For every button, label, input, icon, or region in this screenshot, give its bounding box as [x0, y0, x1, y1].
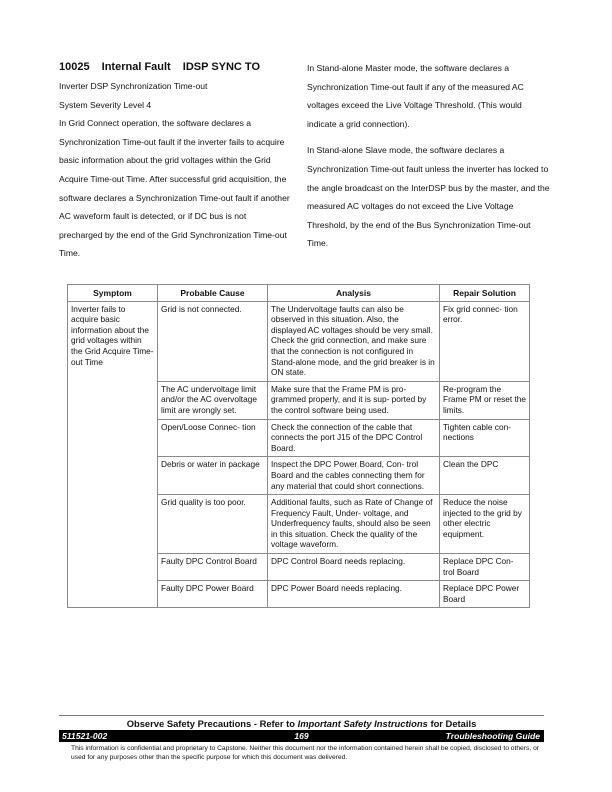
repair-cell: Replace DPC Power Board	[440, 581, 530, 608]
analysis-cell: The Undervoltage faults can also be observed in this situation. Also, the displayed AC voltages should be very small. Check the grid connection, and make sure that the connection is not configured in Stand-alone mode, and the grid breaker is in ON state.	[268, 301, 440, 381]
symptom-cell: Inverter fails to acquire basic information about the grid voltages within the Grid Acquire Time-out Time	[68, 301, 158, 381]
table-row	[68, 581, 530, 608]
table-header-row	[68, 285, 530, 302]
right-column	[307, 59, 552, 253]
troubleshooting-table	[67, 284, 530, 608]
table-row	[68, 554, 530, 581]
repair-cell: Tighten cable con- nections	[440, 419, 530, 457]
cause-cell: The AC undervoltage limit and/or the AC overvoltage limit are wrongly set.	[158, 381, 268, 419]
symptom-cell	[68, 554, 158, 581]
left-column	[59, 59, 291, 263]
cause-cell: Grid is not connected.	[158, 301, 268, 381]
master-mode-paragraph: In Stand-alone Master mode, the software declares a Synchronization Time-out fault if any of the measured AC voltages exceed the Live Voltage Threshold. (This would indicate a grid connection).	[307, 63, 524, 129]
symptom-cell	[68, 381, 158, 419]
confidentiality-notice: This information is confidential and proprietary to Capstone. Neither this document nor the information contained herein shall be copied, disclosed to others, or used for any purposes other than the specific purpose for which this document was delivered.	[71, 745, 540, 761]
document-number: 511521-002	[62, 731, 108, 741]
severity-level: System Severity Level 4	[59, 99, 152, 110]
fault-title: Internal Fault	[101, 61, 171, 73]
cause-cell: Open/Loose Connec- tion	[158, 419, 268, 457]
symptom-cell	[68, 495, 158, 554]
repair-cell: Fix grid connec- tion error.	[440, 301, 530, 381]
cause-cell: Debris or water in package	[158, 457, 268, 495]
repair-cell: Replace DPC Con- trol Board	[440, 554, 530, 581]
symptom-cell	[68, 419, 158, 457]
analysis-cell: DPC Power Board needs replacing.	[268, 581, 440, 608]
header-analysis: Analysis	[268, 285, 440, 302]
header-repair-solution: Repair Solution	[440, 285, 530, 302]
footer-bar	[59, 730, 544, 742]
fault-heading	[59, 59, 291, 76]
analysis-cell: Inspect the DPC Power Board, Con- trol Board and the cables connecting them for any material that could short connections.	[268, 457, 440, 495]
fault-code: 10025	[59, 61, 90, 73]
fault-description: Inverter DSP Synchronization Time-out	[59, 81, 208, 91]
cause-cell: Grid quality is too poor.	[158, 495, 268, 554]
slave-mode-paragraph: In Stand-alone Slave mode, the software declares a Synchronization Time-out fault unless the inverter has locked to the angle broadcast on the InterDSP bus by the master, and the measured AC voltages do not exceed the Live Voltage Threshold, by the end of the Bus Synchronization Time-out Time.	[307, 145, 550, 249]
repair-cell: Re-program the Frame PM or reset the limits.	[440, 381, 530, 419]
analysis-cell: DPC Control Board needs replacing.	[268, 554, 440, 581]
table-row	[68, 381, 530, 419]
safety-prefix: Observe Safety Precautions - Refer to	[126, 718, 298, 729]
analysis-cell: Additional faults, such as Rate of Change of Frequency Fault, Under- voltage, and Underfrequency faults, should also be seen in this situation. Check the quality of the voltage waveform.	[268, 495, 440, 554]
table-row	[68, 301, 530, 381]
fault-name: IDSP SYNC TO	[182, 61, 261, 73]
table-row	[68, 419, 530, 457]
header-symptom: Symptom	[68, 285, 158, 302]
header-probable-cause: Probable Cause	[158, 285, 268, 302]
footer-divider	[59, 715, 544, 716]
page-number: 169	[294, 731, 309, 741]
repair-cell: Reduce the noise injected to the grid by other electric equipment.	[440, 495, 530, 554]
safety-notice	[59, 718, 544, 729]
cause-cell: Faulty DPC Control Board	[158, 554, 268, 581]
table-row	[68, 495, 530, 554]
table-row	[68, 457, 530, 495]
grid-connect-paragraph: In Grid Connect operation, the software declares a Synchronization Time-out fault if the inverter fails to acquire basic information about the grid voltages within the Grid Acquire Time-out Time. After successful grid acquisition, the software declares a Synchronization Time-out fault if another AC waveform fault is detected, or if DC bus is not precharged by the end of the Grid Synchronization Time-out Time.	[59, 118, 290, 259]
guide-title: Troubleshooting Guide	[445, 731, 540, 741]
safety-reference: Important Safety Instructions	[297, 718, 428, 729]
repair-cell: Clean the DPC	[440, 457, 530, 495]
cause-cell: Faulty DPC Power Board	[158, 581, 268, 608]
safety-suffix: for Details	[427, 718, 477, 729]
analysis-cell: Make sure that the Frame PM is pro- grammed properly, and it is sup- ported by the control software being used.	[268, 381, 440, 419]
symptom-cell	[68, 581, 158, 608]
symptom-cell	[68, 457, 158, 495]
analysis-cell: Check the connection of the cable that connects the port J15 of the DPC Control Board.	[268, 419, 440, 457]
